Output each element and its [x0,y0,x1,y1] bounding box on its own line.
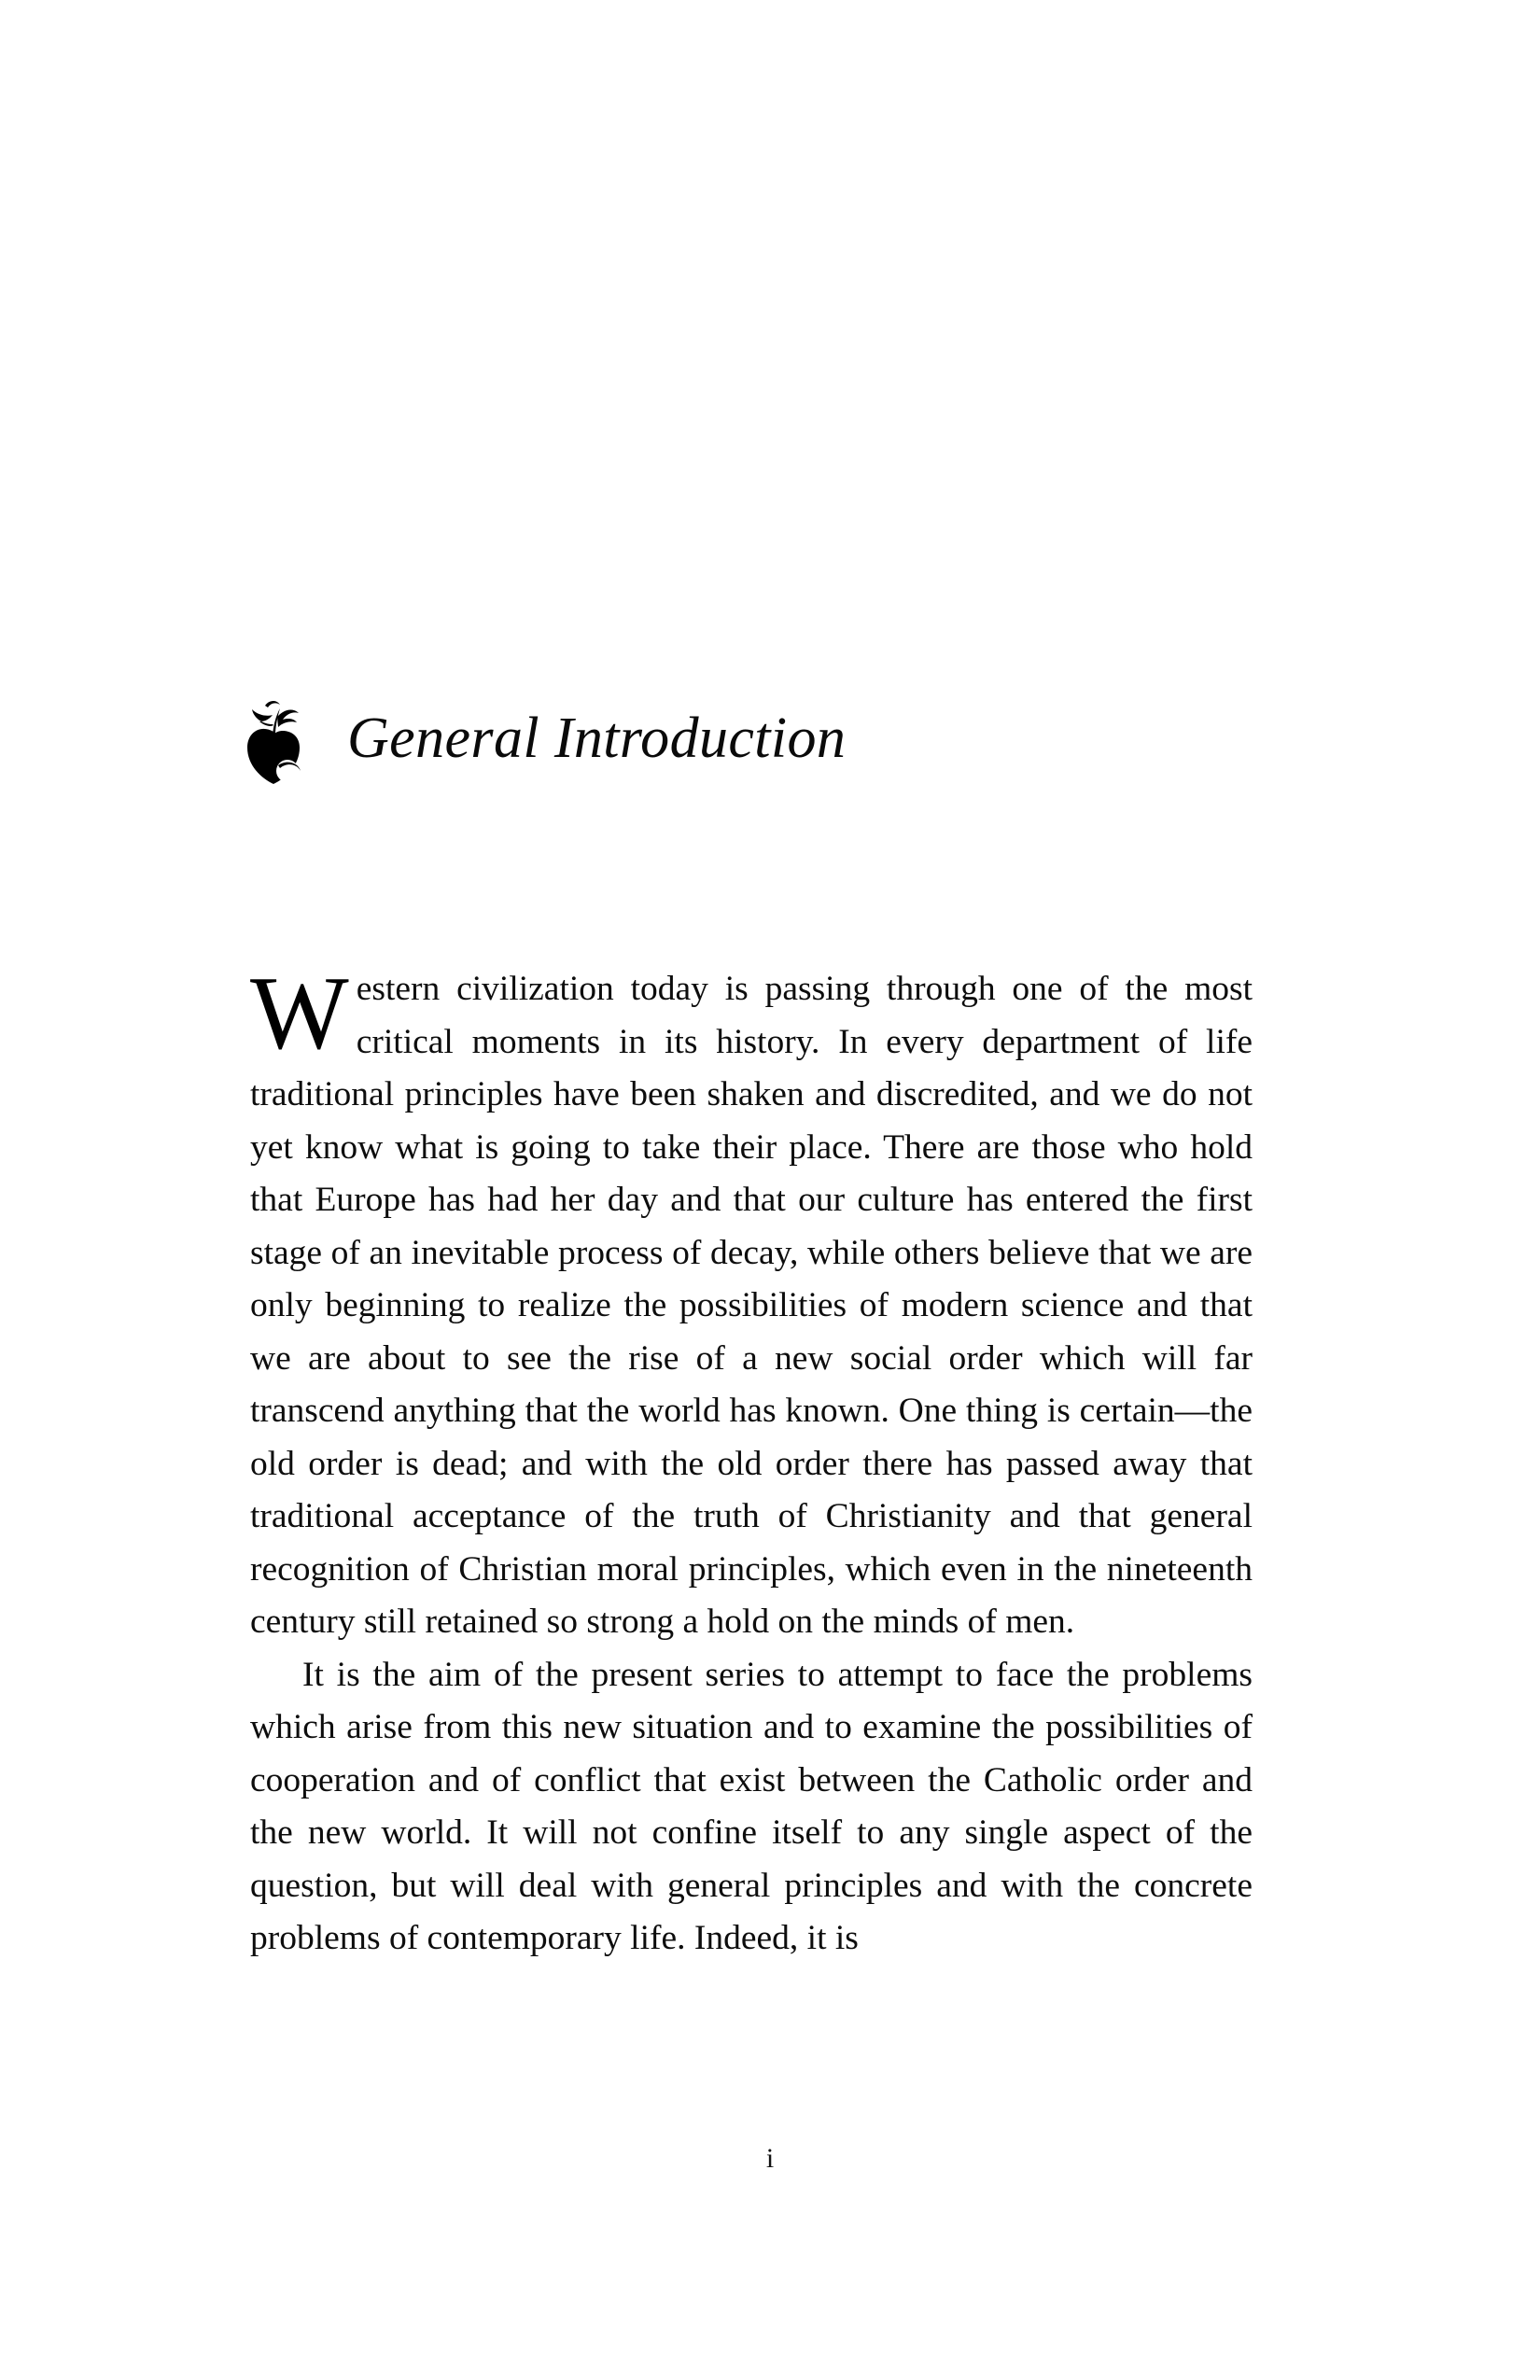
paragraph-1 [250,956,1253,1649]
chapter-title: General Introduction [347,707,847,771]
paragraph-2: It is the aim of the present series to attempt to face the problems which arise from this new situation and to examine the possibilities of cooperation and of conflict that exist between the Catholic order and the new world. It will not confine itself to any single aspect of the question, but will deal with general principles and with the concrete problems of contemporary life. Indeed, it is [250,1655,1253,1957]
fleuron-leaf-ornament-icon [245,696,302,786]
chapter-heading [245,693,1262,786]
paragraph-1-text: estern civilization today is passing through one of the most critical moments in its history. In every department of life traditional principles have been shaken and discredited, and we do not yet know what is going to take their place. There are those who hold that Europe has had her day and that our culture has entered the first stage of an inevitable process of decay, while others believe that we are only beginning to realize the possibilities of modern science and that we are about to see the rise of a new social order which will far transcend anything that the world has known. One thing is certain—the old order is dead; and with the old order there has passed away that traditional acceptance of the truth of Christianity and that general recognition of Christian moral principles, which even in the nineteenth century still retained so strong a hold on the minds of men. [250,970,1253,1641]
body-text-block [250,956,1253,1966]
page-number: i [765,2143,775,2174]
drop-cap: W [250,956,349,1071]
